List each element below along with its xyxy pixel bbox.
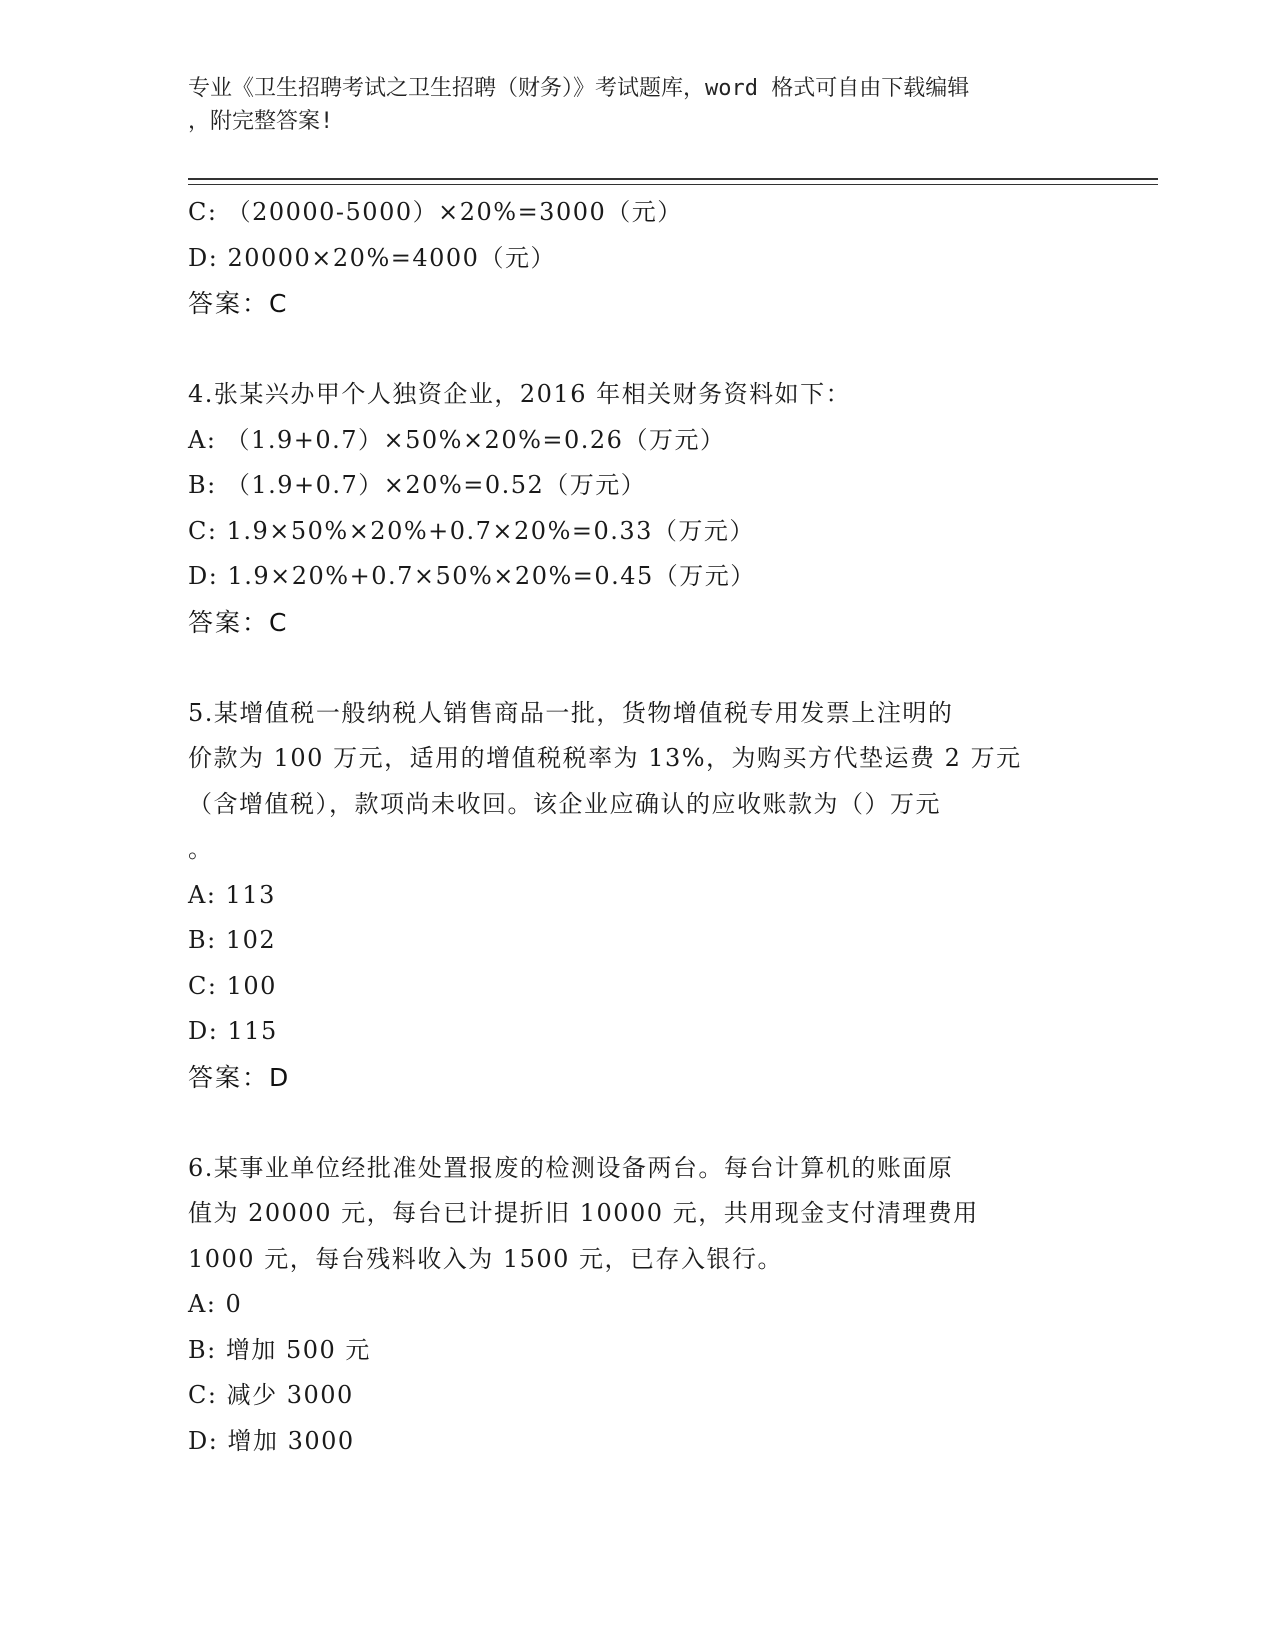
question-block: [188, 372, 1088, 645]
header-divider: [188, 178, 1158, 180]
page-header: [188, 72, 1088, 138]
option-d: D: 20000×20%=4000（元）: [188, 243, 556, 272]
header-line: 专业《卫生招聘考试之卫生招聘（财务）》考试题库，word 格式可自由下载编辑: [188, 76, 970, 101]
option-c: C: 1.9×50%×20%+0.7×20%=0.33（万元）: [188, 516, 755, 545]
option-d: D: 115: [188, 1017, 278, 1045]
option-a: A: （1.9+0.7）×50%×20%=0.26（万元）: [188, 425, 726, 454]
question-text: 1000 元，每台残料收入为 1500 元，已存入银行。: [188, 1244, 784, 1273]
question-list: [188, 190, 1088, 1464]
answer-line: 答案：C: [188, 607, 289, 637]
option-c: C: 100: [188, 971, 277, 1000]
option-b: B: （1.9+0.7）×20%=0.52（万元）: [188, 471, 647, 499]
answer-line: 答案：C: [188, 289, 289, 318]
spacer: [188, 645, 1088, 691]
question-text: 。: [188, 835, 214, 863]
option-d: D: 1.9×20%+0.7×50%×20%=0.45（万元）: [188, 562, 756, 590]
question-text: （含增值税），款项尚未收回。该企业应确认的应收账款为（）万元: [188, 789, 941, 818]
answer-line: 答案：D: [188, 1062, 291, 1092]
question-text: 值为 20000 元，每台已计提折旧 10000 元，共用现金支付清理费用: [188, 1199, 979, 1227]
question-text: 4.张某兴办甲个人独资企业，2016 年相关财务资料如下：: [188, 380, 852, 408]
option-a: A: 0: [188, 1290, 243, 1318]
header-divider: [188, 184, 1158, 185]
question-block: [188, 190, 1088, 327]
option-d: D: 增加 3000: [188, 1426, 355, 1455]
header-line: ，附完整答案!: [188, 109, 334, 134]
spacer: [188, 1100, 1088, 1146]
option-b: B: 增加 500 元: [188, 1335, 371, 1364]
question-text: 价款为 100 万元，适用的增值税税率为 13%，为购买方代垫运费 2 万元: [188, 744, 1022, 772]
question-text: 5.某增值税一般纳税人销售商品一批，货物增值税专用发票上注明的: [188, 698, 954, 727]
question-block: [188, 1146, 1088, 1465]
option-a: A: 113: [188, 880, 276, 909]
option-b: B: 102: [188, 926, 277, 954]
option-c: C: （20000-5000）×20%=3000（元）: [188, 198, 683, 226]
question-text: 6.某事业单位经批准处置报废的检测设备两台。每台计算机的账面原: [188, 1153, 954, 1182]
spacer: [188, 327, 1088, 373]
option-c: C: 减少 3000: [188, 1381, 354, 1409]
question-block: [188, 691, 1088, 1101]
